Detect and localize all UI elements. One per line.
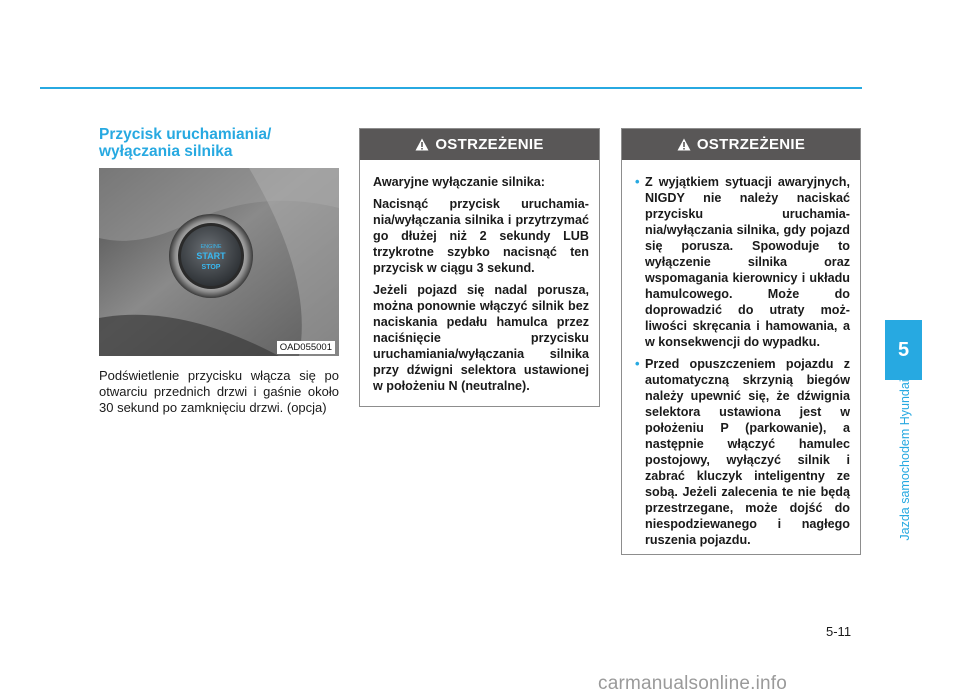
section-body-text: Podświetlenie przycisku włącza się po otwarciu przednich drzwi i gaśnie około 30 sekund po zamknięciu drzwi. (opcja)	[99, 368, 339, 415]
photo-button-text-2: START	[196, 251, 226, 261]
warning-box-driving-safety	[621, 128, 861, 555]
warning-box-emergency-shutdown	[359, 128, 600, 407]
top-rule	[40, 87, 862, 89]
chapter-title: Jazda samochodem Hyundai	[898, 379, 912, 541]
bullet-icon: •	[635, 356, 640, 371]
list-item-text: Z wyjątkiem sytuacji awaryjnych, NIGDY nie należy naciskać przycisku uruchamiania/wyłączania silnika, gdy pojazd się porusza. Spowoduje to wyłączenie silnika oraz wspomagania kierownicy i układu hamulcowego. Może do doprowadzić do utraty możliwości skręcania i hamowania, a w konsekwencji do wypadku.	[645, 175, 850, 349]
warning-list	[635, 174, 850, 548]
engine-start-button-photo	[99, 168, 339, 356]
warning-triangle-icon	[677, 138, 691, 151]
warning-paragraph: Awaryjne wyłączanie silnika:	[373, 175, 545, 189]
chapter-number-tab: 5	[885, 320, 922, 380]
warning-paragraph: Nacisnąć przycisk uruchamiania/wyłączania silnika i przytrzymać go dłużej niż 2 sekundy LUB trzykrotne szybko nacisnąć ten przycisk w ciągu 3 sekund.	[373, 197, 589, 275]
section-title: Przycisk uruchamiania/ wyłączania silnika	[99, 126, 272, 160]
photo-button-text-3: STOP	[201, 264, 221, 271]
warning-header-label: OSTRZEŻENIE	[696, 136, 806, 153]
list-item	[635, 356, 850, 548]
page-number: 5-11	[826, 624, 852, 639]
warning-paragraph: Jeżeli pojazd się nadal porusza, można ponownie włączyć silnik bez naciskania pedału hamulca przez naciśnięcie przycisku uruchamiania/wyłączania silnika przy dźwigni selektora ustawionej w położeniu N (neutralne).	[373, 283, 589, 393]
list-item-text: Przed opuszczeniem pojazdu z automatyczną skrzynią biegów należy upewnić się, że dźwignia selektora ustawiona jest w położeniu P (parkowanie), a następnie włączyć hamulec postojowy, wyłączyć silnik i zabrać kluczyk inteligentny ze sobą. Jeżeli zalecenia te nie będą przestrzegane, może dojść do niespodziewanego i nagłego ruszenia pojazdu.	[645, 357, 850, 547]
list-item	[635, 174, 850, 350]
warning-header	[622, 129, 860, 160]
warning-header-label: OSTRZEŻENIE	[435, 136, 544, 153]
warning-triangle-icon	[415, 138, 429, 151]
photo-code: OAD055001	[277, 341, 335, 354]
photo-button-text-1: ENGINE	[200, 244, 222, 250]
warning-header	[360, 129, 599, 160]
bullet-icon: •	[635, 174, 640, 189]
watermark: carmanualsonline.info	[598, 673, 788, 694]
